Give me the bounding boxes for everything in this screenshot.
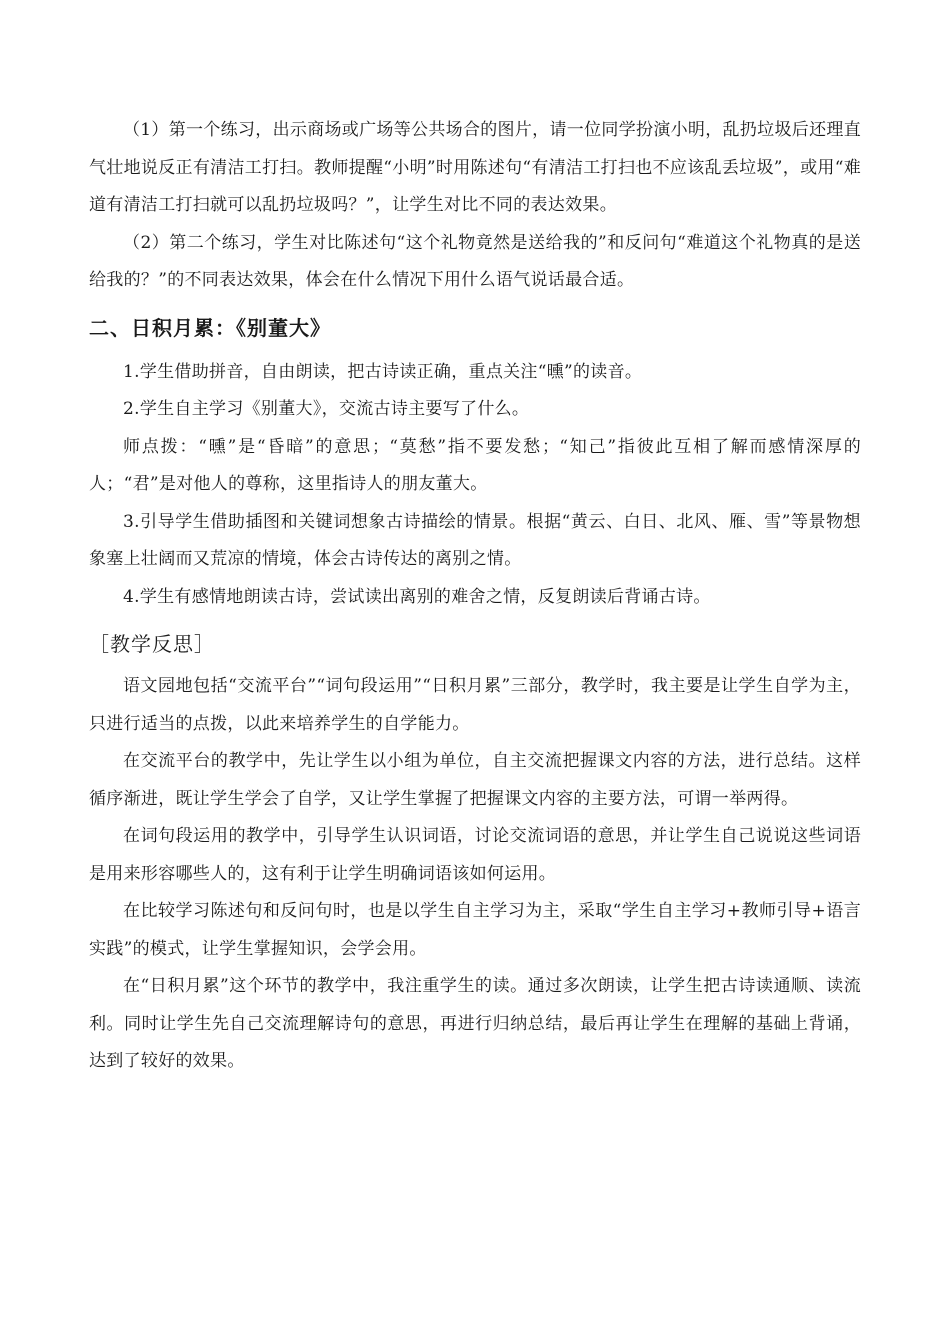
reflection-paragraph-1: 语文园地包括“交流平台”“词句段运用”“日积月累”三部分，教学时，我主要是让学生自学为主，只进行适当的点拨，以此来培养学生的自学能力。 (89, 676, 861, 734)
document-page (89, 112, 861, 1081)
teacher-guidance: 师点拨：“曛”是“昏暗”的意思；“莫愁”指不要发愁；“知己”指彼此互相了解而感情深厚的人；“君”是对他人的尊称，这里指诗人的朋友董大。 (89, 436, 861, 494)
exercise-two-paragraph: （2）第二个练习，学生对比陈述句“这个礼物竟然是送给我的”和反问句“难道这个礼物真的是送给我的？”的不同表达效果，体会在什么情况下用什么语气说话最合适。 (89, 232, 861, 290)
section-two-step-1: 1.学生借助拼音，自由朗读，把古诗读正确，重点关注“曛”的读音。 (123, 361, 643, 382)
section-two-step-2: 2.学生自主学习《别董大》，交流古诗主要写了什么。 (123, 399, 530, 419)
reflection-heading: ［教学反思］ (89, 632, 215, 656)
section-two-step-4: 4.学生有感情地朗读古诗，尝试读出离别的难舍之情，反复朗读后背诵古诗。 (123, 586, 711, 607)
reflection-paragraph-5: 在“日积月累”这个环节的教学中，我注重学生的读。通过多次朗读，让学生把古诗读通顺、读流利。同时让学生先自己交流理解诗句的意思，再进行归纳总结，最后再让学生在理解的基础上背诵，达到了较好的效果。 (89, 976, 861, 1071)
reflection-paragraph-2: 在交流平台的教学中，先让学生以小组为单位，自主交流把握课文内容的方法，进行总结。这样循序渐进，既让学生学会了自学，又让学生掌握了把握课文内容的主要方法，可谓一举两得。 (89, 751, 861, 809)
section-two-step-3: 3.引导学生借助插图和关键词想象古诗描绘的情景。根据“黄云、白日、北风、雁、雪”等景物想象塞上壮阔而又荒凉的情境，体会古诗传达的离别之情。 (89, 511, 861, 569)
reflection-body (89, 668, 861, 1081)
reflection-paragraph-4: 在比较学习陈述句和反问句时，也是以学生自主学习为主，采取“学生自主学习+教师引导+语言实践”的模式，让学生掌握知识，会学会用。 (89, 901, 861, 959)
section-two-body (89, 354, 861, 617)
exercise-one-paragraph: （1）第一个练习，出示商场或广场等公共场合的图片，请一位同学扮演小明，乱扔垃圾后还理直气壮地说反正有清洁工打扫。教师提醒“小明”时用陈述句“有清洁工打扫也不应该乱丢垃圾”，或用“难道有清洁工打扫就可以乱扔垃圾吗？”，让学生对比不同的表达效果。 (89, 120, 861, 215)
section-two-heading: 二、日积月累：《别董大》 (89, 315, 331, 340)
reflection-paragraph-3: 在词句段运用的教学中，引导学生认识词语，讨论交流词语的意思，并让学生自己说说这些词语是用来形容哪些人的，这有利于让学生明确词语该如何运用。 (89, 826, 861, 884)
